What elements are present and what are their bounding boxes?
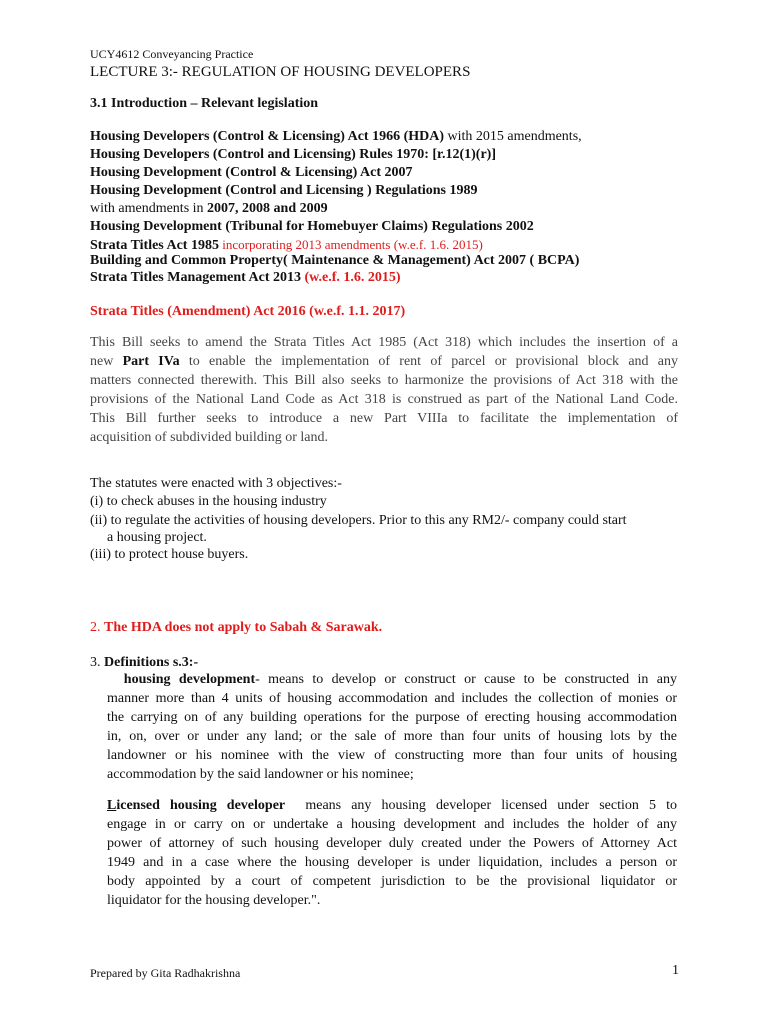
amendment-title: Strata Titles (Amendment) Act 2016 (w.e.f. 1.1. 2017)	[90, 304, 406, 319]
licensed-developer-definition: Licensed housing developer means any housing developer licensed under section 5 to engage in or carry on or undertake a housing development and includes the holder of any power of attorney of such housing developer duly created under the Powers of Attorney Act 1949 and in a case where the housing developer is under liquidation, includes a person or body appointed by a court of competent jurisdiction to be the provisional liquidator or liquidator for the housing developer.".	[107, 798, 677, 908]
housing-development-definition: housing development- means to develop or construct or cause to be constructed in any manner more than 4 units of housing accommodation and includes the collection of monies or the carrying on of any building operations for the purpose of erecting housing accommodation in, on, over or under any land; or the sale of more than four units of housing lots by the landowner or his nominee with the view of constructing more than four units of housing accommodation by the said landowner or his nominee;	[107, 672, 677, 782]
amendment-paragraph: This Bill seeks to amend the Strata Titles Act 1985 (Act 318) which includes the insertion of a new Part IVa to enable the implementation of rent of parcel or provisional block and any matters connected therewith. This Bill also seeks to harmonize the provisions of Act 318 with the provisions of the National Land Code as Act 318 is construed as part of the National Land Code. This Bill further seeks to introduce a new Part VIIIa to facilitate the implementation of acquisition of subdivided building or land.	[90, 335, 679, 445]
legislation-item: Housing Development (Control and Licensing ) Regulations 1989	[90, 183, 478, 198]
page-number: 1	[672, 963, 679, 978]
section-3-title: 3. Definitions s.3:-	[90, 655, 199, 670]
legislation-item: Housing Development (Control & Licensing) Act 2007	[90, 165, 413, 180]
section-3-1-title: 3.1 Introduction – Relevant legislation	[90, 96, 319, 111]
objective-item: (iii) to protect house buyers.	[90, 547, 249, 562]
objective-item-continuation: a housing project.	[107, 530, 207, 545]
section-2: 2. The HDA does not apply to Sabah & Sarawak.	[90, 620, 383, 635]
legislation-item: with amendments in 2007, 2008 and 2009	[90, 201, 328, 216]
legislation-item: Building and Common Property( Maintenance & Management) Act 2007 ( BCPA)	[90, 253, 580, 268]
legislation-item: Housing Developers (Control & Licensing) Act 1966 (HDA) with 2015 amendments,	[90, 129, 582, 144]
footer-author: Prepared by Gita Radhakrishna	[90, 966, 241, 980]
legislation-item: Housing Development (Tribunal for Homebuyer Claims) Regulations 2002	[90, 219, 534, 234]
legislation-item: Strata Titles Act 1985 incorporating 2013 amendments (w.e.f. 1.6. 2015)	[90, 237, 483, 253]
objectives-intro: The statutes were enacted with 3 objectives:-	[90, 476, 342, 491]
objective-item: (ii) to regulate the activities of housing developers. Prior to this any RM2/- company could start	[90, 513, 627, 528]
legislation-item: Housing Developers (Control and Licensing) Rules 1970: [r.12(1)(r)]	[90, 147, 496, 162]
lecture-title: LECTURE 3:- REGULATION OF HOUSING DEVELOPERS	[90, 64, 471, 80]
objective-item: (i) to check abuses in the housing industry	[90, 494, 327, 509]
legislation-item: Strata Titles Management Act 2013 (w.e.f. 1.6. 2015)	[90, 270, 401, 285]
course-code: UCY4612 Conveyancing Practice	[90, 47, 254, 61]
housing-development-term: housing development	[123, 672, 256, 687]
